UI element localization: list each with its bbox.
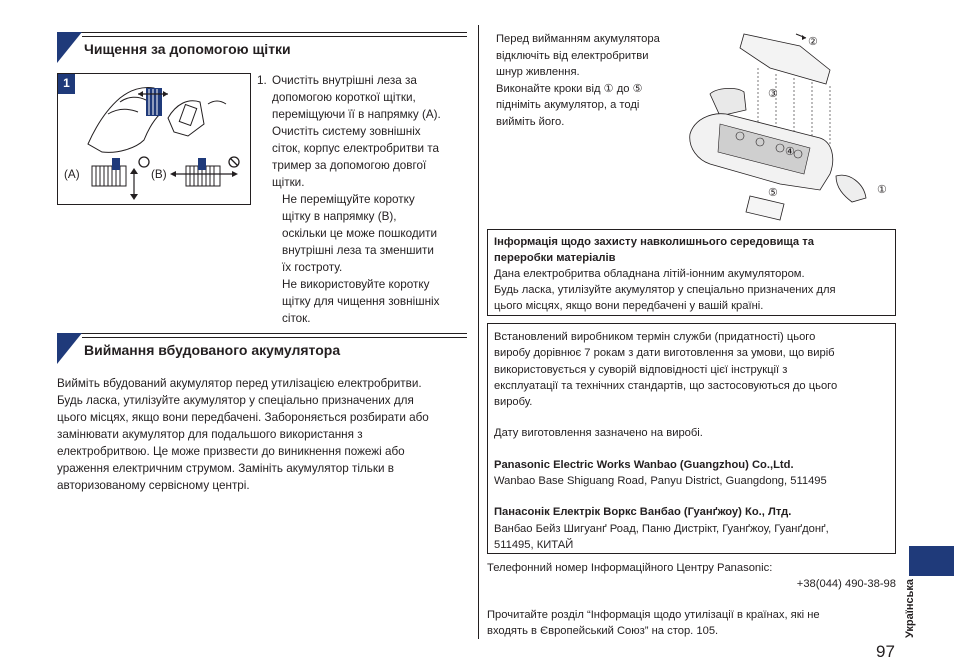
text-line: внутрішні леза та зменшити [282, 244, 434, 257]
header-triangle [57, 333, 82, 364]
step-note [282, 191, 472, 327]
text-line: вийміть його. [496, 115, 565, 128]
header-triangle [57, 32, 82, 63]
label-b: (B) [151, 168, 167, 181]
text-line: Встановлений виробником термін служби (придатності) цього [494, 331, 816, 343]
text-line: цього місцях, якщо вони передбачені. Забороняється розбирати або [57, 411, 429, 424]
text-line: щітку в напрямку (B), [282, 210, 397, 223]
rule [57, 333, 467, 334]
brush-figure [57, 73, 251, 205]
column-divider [478, 25, 479, 639]
callout-2: ② [808, 36, 818, 48]
environment-text [494, 234, 890, 314]
text-line: замінювати акумулятор для подальшого використання з [57, 428, 363, 441]
environment-info-box [487, 229, 896, 316]
text-line: експлуатації та технічних стандартів, що застосовуються до цього [494, 379, 838, 392]
text-line: підніміть акумулятор, а тоді [496, 99, 640, 111]
text-line: Будь ласка, утилізуйте акумулятор у спеціально призначених для [57, 394, 414, 407]
service-text [494, 329, 890, 553]
text-line: електробритвою. Це може призвести до виникнення пожежі або [57, 445, 405, 458]
text-line: відключіть від електробритви [496, 49, 649, 62]
company-name-ua: Панасонік Електрік Воркс Ванбао (Гуанґжоу) Ко., Лтд. [494, 506, 792, 519]
brush-illustration [58, 74, 250, 204]
callout-4: ④ [785, 146, 795, 158]
phone-label: Телефонний номер Інформаційного Центру Panasonic: [487, 562, 773, 574]
brush-section-header [57, 32, 467, 63]
battery-body [57, 375, 472, 494]
text-line: Перед вийманням акумулятора [496, 33, 660, 45]
text-line: Не використовуйте коротку [282, 278, 430, 291]
phone-number: +38(044) 490-38-98 [796, 578, 896, 590]
text-line: оскільки це може пошкодити [282, 227, 438, 240]
text-line: Очистіть внутрішні леза за [272, 74, 417, 87]
company-address-ua: 511495, КИТАЙ [494, 538, 574, 551]
text-line: Дана електробритва обладнана літій-іонним акумулятором. [494, 268, 805, 280]
text-line: входять в Європейський Союз” на стор. 105. [487, 625, 719, 637]
callout-5: ⑤ [768, 187, 778, 199]
text-line: їх гостроту. [282, 261, 343, 274]
step-number: 1. [257, 74, 267, 87]
text-line: шнур живлення. [496, 66, 580, 78]
brush-section-title: Чищення за допомогою щітки [84, 41, 291, 57]
text-line: допомогою короткої щітки, [272, 91, 416, 104]
language-tab [909, 546, 954, 576]
battery-section-header [57, 333, 467, 364]
company-address-en: Wanbao Base Shiguang Road, Panyu District, Guangdong, 511495 [494, 475, 827, 488]
text-line: тример за допомогою довгої [272, 159, 427, 172]
text-line: використовується у суворій відповідності цієї інструкції з [494, 363, 788, 376]
company-name-en: Panasonic Electric Works Wanbao (Guangzhou) Co.,Ltd. [494, 458, 794, 471]
step-text [272, 72, 472, 191]
text-line: сіток, корпус електробритви та [272, 142, 439, 155]
environment-title: переробки матеріалів [494, 252, 616, 264]
service-life-box [487, 323, 896, 554]
text-line: Будь ласка, утилізуйте акумулятор у спеціально призначених для [494, 284, 836, 296]
label-a: (A) [64, 168, 80, 181]
rule [82, 36, 467, 37]
removal-instructions [496, 31, 696, 130]
text-line: авторизованому сервісному центрі. [57, 479, 250, 492]
callout-1: ① [877, 184, 887, 196]
company-address-ua: Ванбао Бейз Шигуанґ Роад, Паню Дистрікт, Гуанґжоу, Гуанґдонґ, [494, 522, 829, 535]
rule [82, 337, 467, 338]
text-line: Вийміть вбудований акумулятор перед утилізацією електробритви. [57, 377, 422, 390]
text-line: Прочитайте розділ “Інформація щодо утилізації в країнах, які не [487, 609, 820, 621]
text-line: Не переміщуйте коротку [282, 193, 415, 206]
language-label: Українська [904, 578, 916, 638]
rule [57, 32, 467, 33]
page-number: 97 [876, 642, 895, 661]
manufacture-date-note: Дату виготовлення зазначено на виробі. [494, 427, 703, 440]
eu-disposal-note [487, 607, 897, 639]
text-line: переміщуючи її в напрямку (A). [272, 108, 441, 121]
shaver-disassembly-illustration [680, 24, 895, 224]
text-line: Очистіть систему зовнішніх [272, 125, 421, 138]
text-line: цього місцях, якщо вони передбачені у вашій країні. [494, 300, 764, 312]
text-line: виробу. [494, 396, 533, 409]
battery-section-title: Виймання вбудованого акумулятора [84, 342, 341, 358]
text-line: виробу дорівнює 7 рокам з дати виготовлення за умови, що виріб [494, 347, 835, 360]
text-line: щітку для чищення зовнішніх [282, 295, 440, 308]
text-line: сіток. [282, 312, 311, 325]
text-line: Виконайте кроки від ① до ⑤ [496, 82, 643, 95]
text-line: щітки. [272, 176, 305, 189]
environment-title: Інформація щодо захисту навколишнього середовища та [494, 236, 814, 248]
callout-3: ③ [768, 88, 778, 100]
figure-number: 1 [58, 74, 75, 94]
text-line: ураження електричним струмом. Замініть акумулятор тільки в [57, 462, 394, 475]
